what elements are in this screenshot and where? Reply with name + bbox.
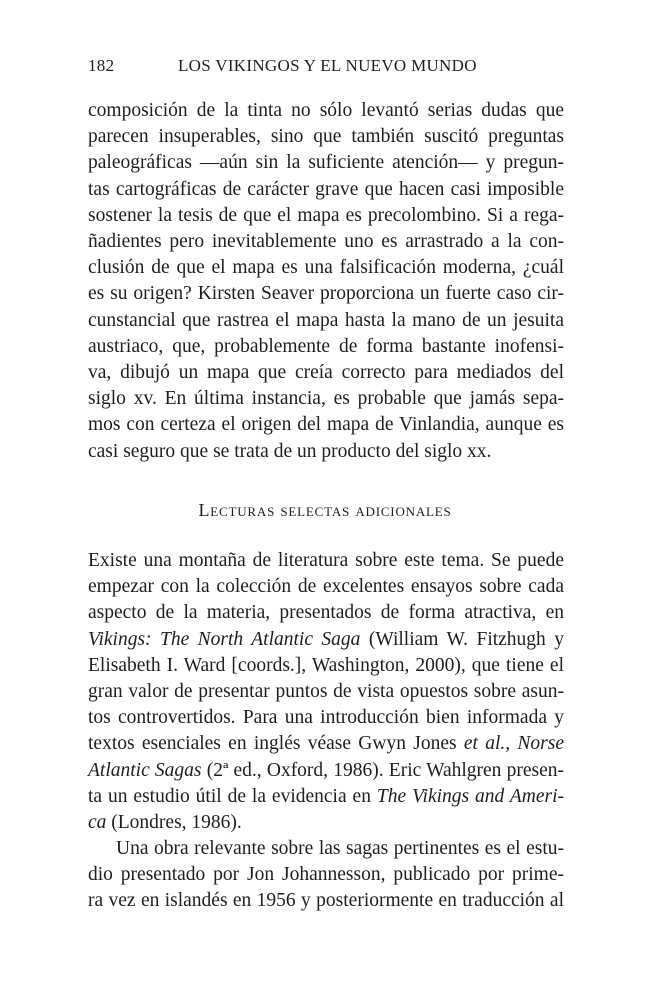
final-paragraph (88, 836, 564, 915)
text-line: empezar con la colección de excelentes ensayos sobre cada (88, 576, 564, 598)
text-line: tos controvertidos. Para una introducción bien informada y (88, 707, 564, 729)
text-line: Existe una montaña de literatura sobre este tema. Se puede (88, 550, 564, 571)
text-line: clusión de que el mapa es una falsificación moderna, ¿cuál (88, 257, 564, 279)
text-line (88, 784, 564, 810)
text-line: ra vez en islandés en 1956 y posteriormente en traducción al (88, 890, 564, 912)
text-line: Elisabeth I. Ward [coords.], Washington, 2000), que tiene el (88, 654, 564, 676)
text-line: es su origen? Kirsten Seaver proporciona un fuerte caso cir- (88, 283, 564, 305)
text-line (88, 627, 564, 653)
text-line: cunstancial que rastrea el mapa hasta la mano de un jesuita (88, 309, 564, 331)
text-line (88, 758, 564, 784)
page-number: 182 (88, 56, 115, 75)
book-title: Vikings: The North Atlantic Saga (88, 628, 361, 650)
book-title: et al., Norse (463, 733, 564, 755)
text-line: aspecto de la materia, presentados de forma atractiva, en (88, 602, 564, 624)
text-line: ñadientes pero inevitablemente uno es arrastrado a la con- (88, 231, 564, 253)
readings-paragraph (88, 548, 564, 836)
text-line: composición de la tinta no sólo levantó serias dudas que (88, 100, 564, 121)
text-line: siglo xv. En última instancia, es probable que jamás sepa- (88, 388, 564, 410)
text-line: va, dibujó un mapa que creía correcto para mediados del (88, 362, 564, 384)
text-line: paleográficas —aún sin la suficiente atención— y pregun- (88, 152, 564, 174)
text-line: sostener la tesis de que el mapa es precolombino. Si a rega- (88, 204, 564, 226)
text-line: gran valor de presentar puntos de vista opuestos sobre asun- (88, 681, 564, 703)
text-line: parecen insuperables, sino que también suscitó preguntas (88, 126, 564, 148)
body-paragraph-top (88, 98, 564, 465)
text-line: mos con certeza el origen del mapa de Vinlandia, aunque es (88, 414, 564, 436)
text-line: austriaco, que, probablemente de forma bastante inofensi- (88, 335, 564, 357)
text-line: tas cartográficas de carácter grave que hacen casi imposible (88, 178, 564, 200)
text-fragment: ta un estudio útil de la evidencia en (88, 785, 377, 807)
running-title: LOS VIKINGOS Y EL NUEVO MUNDO (178, 56, 477, 75)
text-line: dio presentado por Jon Johannesson, publicado por prime- (88, 864, 564, 886)
running-header (88, 56, 564, 80)
text-fragment: (2ª ed., Oxford, 1986). Eric Wahlgren presen- (201, 759, 564, 781)
text-line (88, 731, 564, 757)
book-title: Atlantic Sagas (88, 759, 202, 781)
text-fragment: (William W. Fitzhugh y (360, 628, 564, 650)
text-line (88, 810, 564, 836)
book-title: ca (88, 812, 107, 834)
section-heading: Lecturas selectas adicionales (198, 500, 452, 520)
text-line: Una obra relevante sobre las sagas pertinentes es el estu- (116, 838, 564, 859)
text-fragment: (Londres, 1986). (106, 812, 242, 834)
book-title: The Vikings and Ameri- (376, 785, 565, 807)
text-fragment: textos esenciales en inglés véase Gwyn Jones (88, 733, 464, 755)
text-line: casi seguro que se trata de un producto del siglo xx. (88, 440, 492, 462)
